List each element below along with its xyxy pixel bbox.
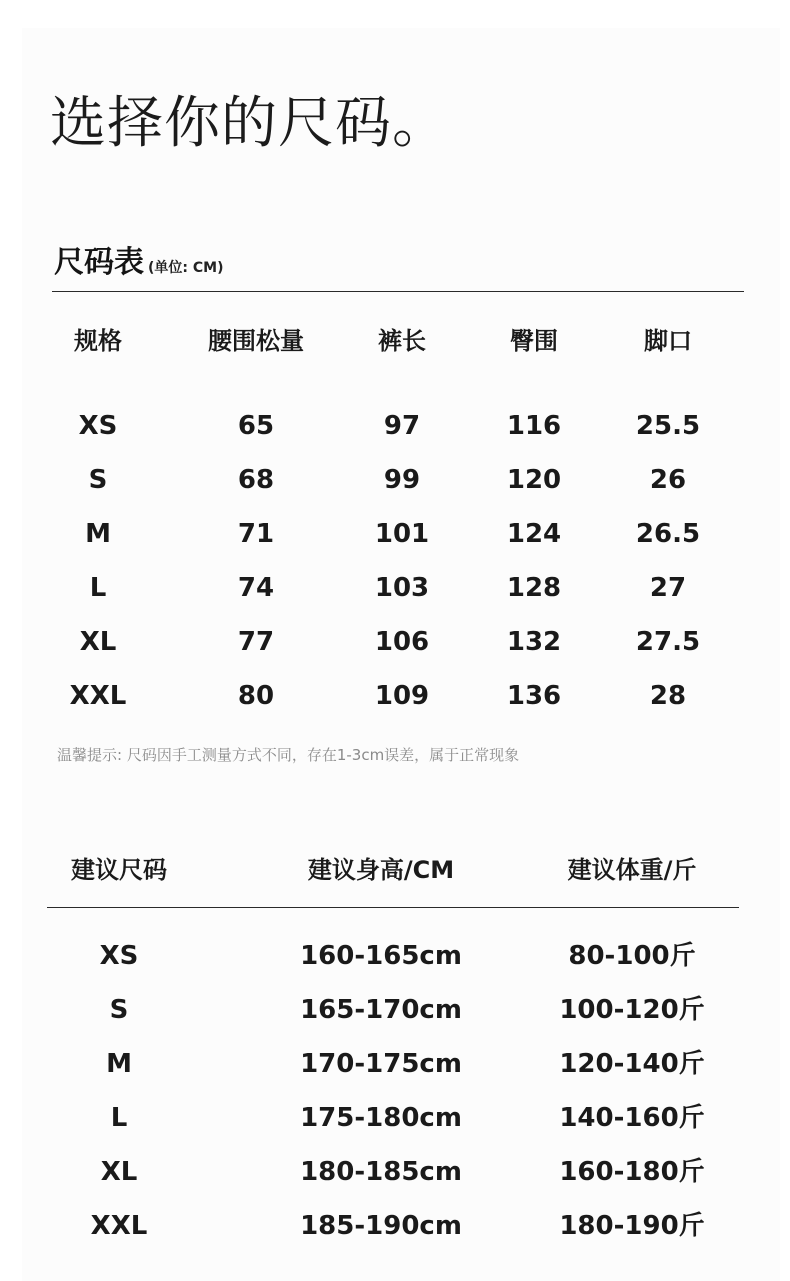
size-chart-cell: 101 (374, 519, 430, 549)
size-chart-cell: XXL (69, 681, 127, 711)
size-chart-cell: L (89, 573, 107, 603)
size-chart-cell: 109 (374, 681, 430, 711)
page-title: 选择你的尺码。 (50, 91, 449, 156)
size-chart-cell: 25.5 (635, 411, 701, 441)
size-chart-cell: S (88, 465, 108, 495)
size-chart-cell: 106 (374, 627, 430, 657)
size-chart-cell: 124 (506, 519, 562, 549)
size-chart-cell: 71 (237, 519, 275, 549)
recommend-header-cell: 建议体重/斤 (567, 856, 697, 884)
recommend-cell: 185-190cm (300, 1211, 462, 1241)
recommend-cell: 180-185cm (300, 1157, 462, 1187)
recommend-cell: 160-165cm (300, 941, 462, 971)
size-chart-cell: M (85, 519, 111, 549)
size-chart-cell: XL (79, 627, 117, 657)
size-chart-header-cell: 规格 (74, 327, 122, 355)
size-chart-cell: 28 (649, 681, 687, 711)
recommend-header-cell: 建议尺码 (71, 856, 167, 884)
size-chart-cell: 97 (383, 411, 421, 441)
size-chart-cell: 99 (383, 465, 421, 495)
recommend-cell: L (110, 1103, 128, 1133)
recommend-cell: M (106, 1049, 132, 1079)
size-chart-cell: 26.5 (635, 519, 701, 549)
recommend-cell: 140-160斤 (559, 1103, 705, 1133)
recommend-cell: 120-140斤 (559, 1049, 705, 1079)
size-chart-header-cell: 腰围松量 (208, 327, 304, 355)
recommend-divider (47, 907, 739, 908)
size-chart-divider (52, 291, 744, 292)
size-chart-cell: 68 (237, 465, 275, 495)
recommend-cell: XS (99, 941, 139, 971)
size-chart-header-cell: 臀围 (510, 327, 558, 355)
size-chart-cell: 120 (506, 465, 562, 495)
size-chart-cell: 103 (374, 573, 430, 603)
size-chart-title: 尺码表 (54, 245, 144, 280)
recommend-cell: XL (100, 1157, 138, 1187)
recommend-cell: 80-100斤 (568, 941, 696, 971)
recommend-header-cell: 建议身高/CM (307, 856, 455, 884)
recommend-cell: 100-120斤 (559, 995, 705, 1025)
size-chart-cell: 27.5 (635, 627, 701, 657)
size-chart-header-cell: 裤长 (378, 327, 426, 355)
size-chart-cell: XS (78, 411, 118, 441)
size-chart-cell: 27 (649, 573, 687, 603)
size-chart-cell: 74 (237, 573, 275, 603)
size-chart-cell: 116 (506, 411, 562, 441)
measurement-tip: 温馨提示: 尺码因手工测量方式不同，存在1-3cm误差，属于正常现象 (57, 746, 520, 764)
size-chart-cell: 136 (506, 681, 562, 711)
size-chart-unit: (单位: CM) (148, 260, 224, 276)
size-chart-cell: 77 (237, 627, 275, 657)
recommend-cell: 180-190斤 (559, 1211, 705, 1241)
recommend-cell: S (109, 995, 129, 1025)
size-chart-cell: 65 (237, 411, 275, 441)
recommend-cell: XXL (90, 1211, 148, 1241)
size-chart-cell: 128 (506, 573, 562, 603)
recommend-cell: 175-180cm (300, 1103, 462, 1133)
recommend-cell: 170-175cm (300, 1049, 462, 1079)
size-chart-cell: 132 (506, 627, 562, 657)
recommend-cell: 165-170cm (300, 995, 462, 1025)
size-chart-heading (54, 243, 223, 288)
size-chart-cell: 26 (649, 465, 687, 495)
recommend-cell: 160-180斤 (559, 1157, 705, 1187)
size-chart-cell: 80 (237, 681, 275, 711)
size-chart-header-cell: 脚口 (644, 327, 692, 355)
